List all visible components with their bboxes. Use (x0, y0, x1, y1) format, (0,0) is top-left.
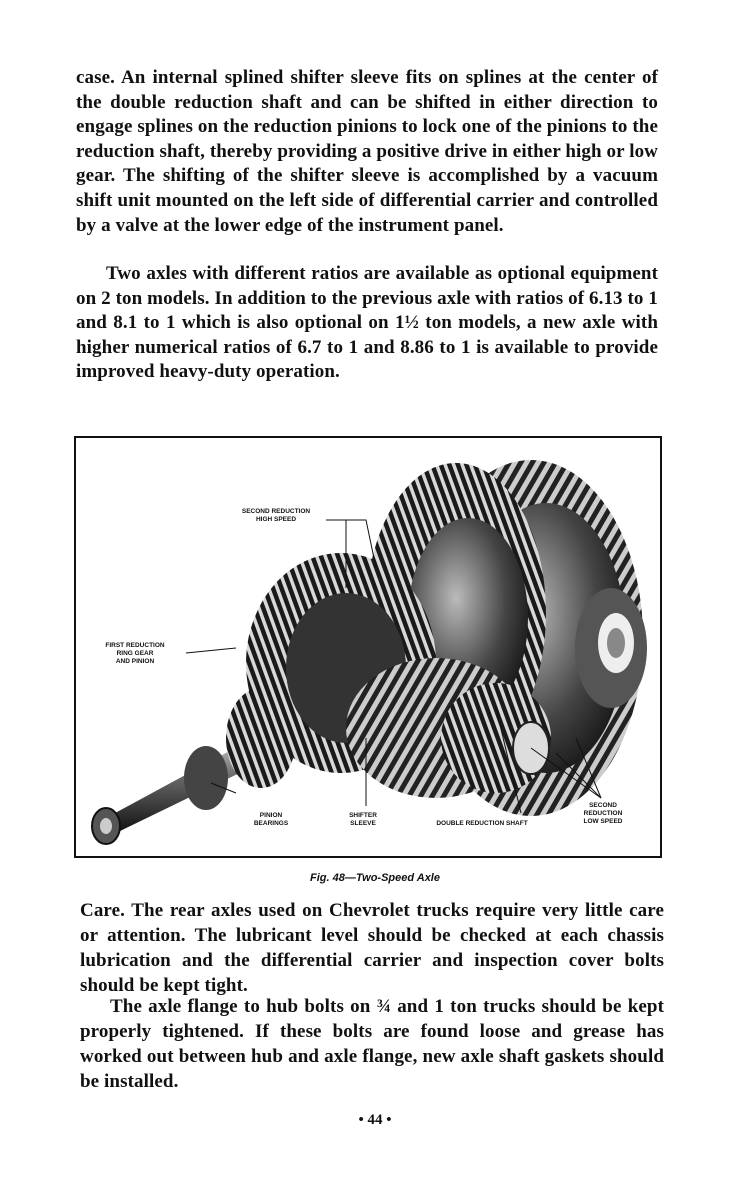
label-second-reduction-high: SECOND REDUCTION HIGH SPEED (241, 508, 311, 523)
label-second-reduction-low: SECOND REDUCTION LOW SPEED (583, 802, 623, 825)
label-shifter-sleeve: SHIFTER SLEEVE (349, 812, 377, 827)
label-first-reduction: FIRST REDUCTION RING GEAR AND PINION (105, 642, 165, 665)
body-paragraph-3 (80, 898, 664, 998)
body-paragraph-2: Two axles with different ratios are available as optional equipment on 2 ton models. In addition to the previous axle with ratios of 6.13 to 1 and 8.1 to 1 which is also optional on 1½ ton models, a new axle with higher numerical ratios of 6.7 to 1 and 8.86 to 1 is available to provide improved heavy-duty operation. (76, 263, 658, 383)
label-pinion-bearings: PINION BEARINGS (253, 812, 289, 827)
care-heading: Care. (80, 900, 125, 921)
body-paragraph-1: case. An internal splined shifter sleeve fits on splines at the center of the double reduction shaft and can be shifted in either direction to engage splines on the reduction pinions to lock one of the pinions to the reduction shaft, thereby providing a positive drive in either high or low gear. The shifting of the shifter sleeve is accomplished by a vacuum shift unit mounted on the left side of differential carrier and controlled by a valve at the lower edge of the instrument panel. (76, 67, 658, 236)
page-number: • 44 • (358, 1112, 392, 1128)
figure-two-speed-axle (74, 436, 662, 858)
label-double-reduction-shaft: DOUBLE REDUCTION SHAFT (436, 820, 528, 827)
body-paragraph-3-text: The rear axles used on Chevrolet trucks require very little care or attention. The lubricant level should be checked at each chassis lubrication and the differential carrier and inspection cover bolts should be kept tight. (80, 900, 664, 996)
body-paragraph-4: The axle flange to hub bolts on ¾ and 1 ton trucks should be kept properly tightened. If these bolts are found loose and grease has worked out between hub and axle flange, new axle shaft gaskets should be installed. (80, 996, 664, 1092)
figure-caption: Fig. 48—Two-Speed Axle (310, 872, 440, 884)
